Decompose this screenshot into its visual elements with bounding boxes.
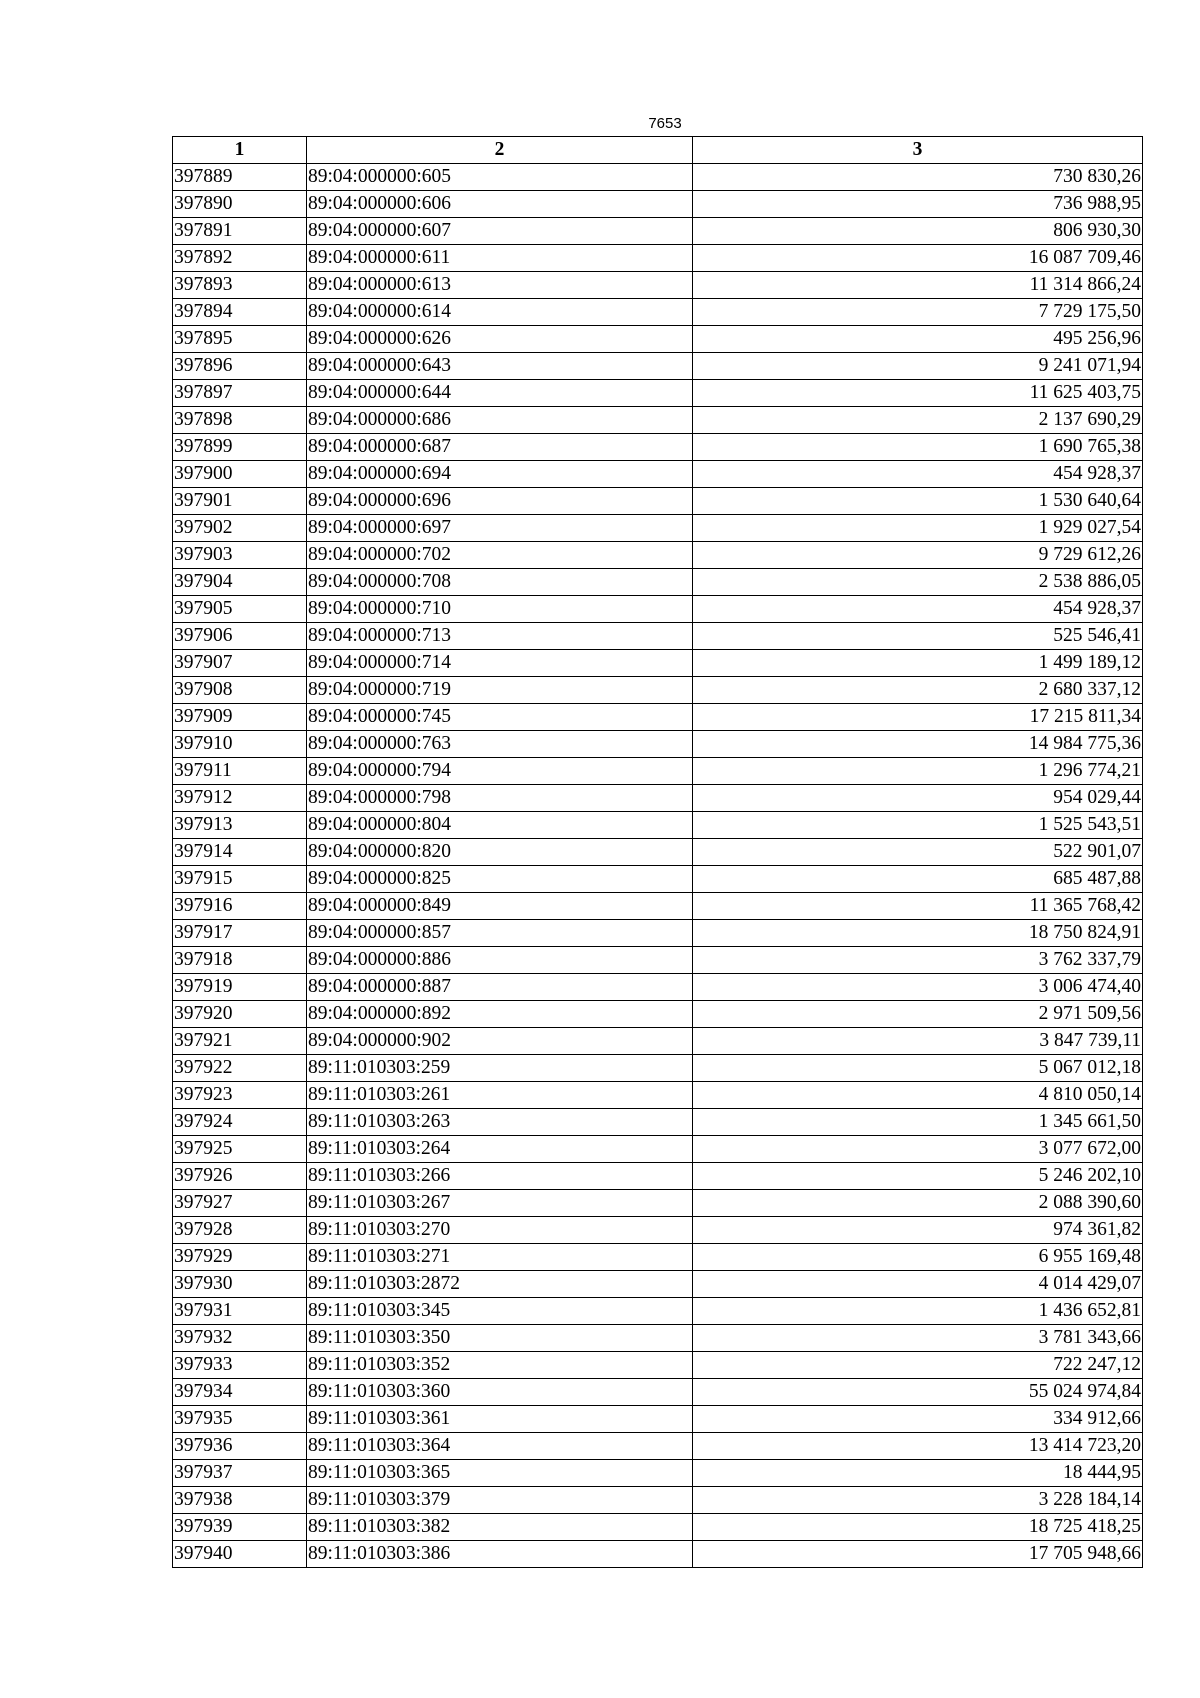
cadastral-number-cell: 89:11:010303:266 [307,1163,693,1190]
cadastral-value-cell: 9 729 612,26 [693,542,1143,569]
table-row [173,1433,1143,1460]
row-number-cell: 397901 [173,488,307,515]
row-number-cell: 397935 [173,1406,307,1433]
row-number-cell: 397890 [173,191,307,218]
row-number-cell: 397907 [173,650,307,677]
cadastral-number-cell: 89:04:000000:644 [307,380,693,407]
cadastral-value-cell: 454 928,37 [693,461,1143,488]
cadastral-value-cell: 3 006 474,40 [693,974,1143,1001]
cadastral-number-cell: 89:11:010303:379 [307,1487,693,1514]
table-row [173,1514,1143,1541]
table-row [173,839,1143,866]
cadastral-value-cell: 7 729 175,50 [693,299,1143,326]
cadastral-value-cell: 1 436 652,81 [693,1298,1143,1325]
cadastral-value-cell: 3 762 337,79 [693,947,1143,974]
row-number-cell: 397894 [173,299,307,326]
row-number-cell: 397936 [173,1433,307,1460]
cadastral-number-cell: 89:11:010303:352 [307,1352,693,1379]
row-number-cell: 397927 [173,1190,307,1217]
table-row [173,1352,1143,1379]
table-row [173,461,1143,488]
column-header-1: 1 [173,137,307,164]
row-number-cell: 397933 [173,1352,307,1379]
table-row [173,758,1143,785]
cadastral-number-cell: 89:11:010303:365 [307,1460,693,1487]
cadastral-value-cell: 1 530 640,64 [693,488,1143,515]
cadastral-value-cell: 1 929 027,54 [693,515,1143,542]
table-row [173,407,1143,434]
cadastral-number-cell: 89:04:000000:849 [307,893,693,920]
cadastral-number-cell: 89:04:000000:820 [307,839,693,866]
table-row [173,920,1143,947]
cadastral-number-cell: 89:11:010303:264 [307,1136,693,1163]
table-row [173,1055,1143,1082]
cadastral-value-cell: 18 725 418,25 [693,1514,1143,1541]
row-number-cell: 397938 [173,1487,307,1514]
cadastral-number-cell: 89:04:000000:697 [307,515,693,542]
cadastral-number-cell: 89:04:000000:886 [307,947,693,974]
row-number-cell: 397934 [173,1379,307,1406]
row-number-cell: 397910 [173,731,307,758]
cadastral-number-cell: 89:04:000000:614 [307,299,693,326]
table-header-row [173,137,1143,164]
cadastral-value-cell: 3 077 672,00 [693,1136,1143,1163]
cadastral-value-cell: 1 296 774,21 [693,758,1143,785]
table-row [173,1379,1143,1406]
row-number-cell: 397905 [173,596,307,623]
cadastral-value-cell: 2 971 509,56 [693,1001,1143,1028]
table-row [173,1298,1143,1325]
cadastral-value-cell: 9 241 071,94 [693,353,1143,380]
row-number-cell: 397940 [173,1541,307,1568]
cadastral-value-cell: 13 414 723,20 [693,1433,1143,1460]
table-row [173,434,1143,461]
cadastral-value-cell: 2 680 337,12 [693,677,1143,704]
cadastral-number-cell: 89:04:000000:714 [307,650,693,677]
row-number-cell: 397923 [173,1082,307,1109]
cadastral-number-cell: 89:11:010303:259 [307,1055,693,1082]
table-row [173,623,1143,650]
cadastral-value-cell: 5 246 202,10 [693,1163,1143,1190]
cadastral-number-cell: 89:11:010303:382 [307,1514,693,1541]
table-row [173,704,1143,731]
table-row [173,515,1143,542]
row-number-cell: 397913 [173,812,307,839]
cadastral-value-cell: 736 988,95 [693,191,1143,218]
table-row [173,947,1143,974]
cadastral-value-cell: 1 499 189,12 [693,650,1143,677]
cadastral-number-cell: 89:04:000000:686 [307,407,693,434]
row-number-cell: 397920 [173,1001,307,1028]
row-number-cell: 397918 [173,947,307,974]
cadastral-value-cell: 1 690 765,38 [693,434,1143,461]
row-number-cell: 397928 [173,1217,307,1244]
cadastral-number-cell: 89:04:000000:745 [307,704,693,731]
cadastral-value-cell: 2 137 690,29 [693,407,1143,434]
cadastral-number-cell: 89:04:000000:605 [307,164,693,191]
table-body [173,164,1143,1568]
cadastral-value-cell: 3 847 739,11 [693,1028,1143,1055]
cadastral-value-cell: 1 525 543,51 [693,812,1143,839]
cadastral-number-cell: 89:11:010303:364 [307,1433,693,1460]
cadastral-number-cell: 89:04:000000:763 [307,731,693,758]
table-row [173,299,1143,326]
table-row [173,1082,1143,1109]
row-number-cell: 397939 [173,1514,307,1541]
cadastral-number-cell: 89:04:000000:606 [307,191,693,218]
cadastral-value-cell: 18 750 824,91 [693,920,1143,947]
cadastral-number-cell: 89:04:000000:719 [307,677,693,704]
row-number-cell: 397930 [173,1271,307,1298]
row-number-cell: 397911 [173,758,307,785]
cadastral-value-cell: 806 930,30 [693,218,1143,245]
table-row [173,785,1143,812]
cadastral-value-cell: 4 014 429,07 [693,1271,1143,1298]
row-number-cell: 397917 [173,920,307,947]
row-number-cell: 397895 [173,326,307,353]
table-row [173,380,1143,407]
cadastral-value-cell: 17 215 811,34 [693,704,1143,731]
cadastral-number-cell: 89:11:010303:267 [307,1190,693,1217]
cadastral-value-cell: 722 247,12 [693,1352,1143,1379]
row-number-cell: 397937 [173,1460,307,1487]
table-row [173,1244,1143,1271]
cadastral-value-cell: 11 365 768,42 [693,893,1143,920]
cadastral-value-cell: 16 087 709,46 [693,245,1143,272]
table-row [173,218,1143,245]
row-number-cell: 397921 [173,1028,307,1055]
cadastral-number-cell: 89:04:000000:902 [307,1028,693,1055]
table-row [173,596,1143,623]
row-number-cell: 397926 [173,1163,307,1190]
table-row [173,164,1143,191]
cadastral-number-cell: 89:04:000000:804 [307,812,693,839]
cadastral-value-cell: 2 088 390,60 [693,1190,1143,1217]
table-row [173,1325,1143,1352]
cadastral-value-cell: 3 228 184,14 [693,1487,1143,1514]
table-row [173,731,1143,758]
table-row [173,326,1143,353]
cadastral-value-cell: 14 984 775,36 [693,731,1143,758]
table-row [173,1487,1143,1514]
cadastral-value-cell: 17 705 948,66 [693,1541,1143,1568]
cadastral-number-cell: 89:11:010303:261 [307,1082,693,1109]
cadastral-value-cell: 6 955 169,48 [693,1244,1143,1271]
row-number-cell: 397914 [173,839,307,866]
cadastral-number-cell: 89:04:000000:708 [307,569,693,596]
row-number-cell: 397903 [173,542,307,569]
table-row [173,542,1143,569]
cadastral-number-cell: 89:04:000000:825 [307,866,693,893]
table-row [173,1136,1143,1163]
cadastral-value-cell: 525 546,41 [693,623,1143,650]
cadastral-value-cell: 974 361,82 [693,1217,1143,1244]
table-row [173,1001,1143,1028]
row-number-cell: 397922 [173,1055,307,1082]
row-number-cell: 397900 [173,461,307,488]
row-number-cell: 397915 [173,866,307,893]
cadastral-value-cell: 5 067 012,18 [693,1055,1143,1082]
row-number-cell: 397893 [173,272,307,299]
table-row [173,1109,1143,1136]
table-row [173,866,1143,893]
cadastral-value-cell: 11 625 403,75 [693,380,1143,407]
cadastral-number-cell: 89:11:010303:271 [307,1244,693,1271]
cadastral-value-cell: 2 538 886,05 [693,569,1143,596]
cadastral-value-cell: 685 487,88 [693,866,1143,893]
table-row [173,677,1143,704]
cadastral-number-cell: 89:04:000000:611 [307,245,693,272]
table-row [173,1190,1143,1217]
row-number-cell: 397925 [173,1136,307,1163]
row-number-cell: 397929 [173,1244,307,1271]
table-row [173,1460,1143,1487]
cadastral-value-table [172,136,1143,1568]
table-row [173,569,1143,596]
cadastral-number-cell: 89:04:000000:626 [307,326,693,353]
row-number-cell: 397906 [173,623,307,650]
cadastral-value-cell: 1 345 661,50 [693,1109,1143,1136]
table-row [173,272,1143,299]
cadastral-number-cell: 89:04:000000:794 [307,758,693,785]
column-header-2: 2 [307,137,693,164]
row-number-cell: 397919 [173,974,307,1001]
table-row [173,353,1143,380]
cadastral-value-cell: 4 810 050,14 [693,1082,1143,1109]
table-row [173,1217,1143,1244]
cadastral-number-cell: 89:04:000000:607 [307,218,693,245]
cadastral-value-cell: 954 029,44 [693,785,1143,812]
row-number-cell: 397909 [173,704,307,731]
cadastral-number-cell: 89:04:000000:798 [307,785,693,812]
cadastral-number-cell: 89:04:000000:694 [307,461,693,488]
cadastral-value-cell: 730 830,26 [693,164,1143,191]
row-number-cell: 397902 [173,515,307,542]
row-number-cell: 397932 [173,1325,307,1352]
cadastral-number-cell: 89:04:000000:713 [307,623,693,650]
table-row [173,650,1143,677]
table-row [173,812,1143,839]
table-row [173,974,1143,1001]
row-number-cell: 397898 [173,407,307,434]
row-number-cell: 397931 [173,1298,307,1325]
table-row [173,1163,1143,1190]
cadastral-number-cell: 89:11:010303:361 [307,1406,693,1433]
row-number-cell: 397904 [173,569,307,596]
row-number-cell: 397897 [173,380,307,407]
cadastral-value-cell: 55 024 974,84 [693,1379,1143,1406]
cadastral-number-cell: 89:04:000000:892 [307,1001,693,1028]
table-row [173,893,1143,920]
table-row [173,1028,1143,1055]
cadastral-number-cell: 89:04:000000:613 [307,272,693,299]
cadastral-number-cell: 89:11:010303:270 [307,1217,693,1244]
cadastral-value-cell: 11 314 866,24 [693,272,1143,299]
table-row [173,191,1143,218]
cadastral-number-cell: 89:04:000000:887 [307,974,693,1001]
table-row [173,245,1143,272]
cadastral-number-cell: 89:11:010303:263 [307,1109,693,1136]
cadastral-value-cell: 334 912,66 [693,1406,1143,1433]
row-number-cell: 397908 [173,677,307,704]
cadastral-number-cell: 89:04:000000:687 [307,434,693,461]
cadastral-value-cell: 495 256,96 [693,326,1143,353]
row-number-cell: 397891 [173,218,307,245]
row-number-cell: 397889 [173,164,307,191]
row-number-cell: 397916 [173,893,307,920]
cadastral-number-cell: 89:11:010303:350 [307,1325,693,1352]
row-number-cell: 397892 [173,245,307,272]
row-number-cell: 397896 [173,353,307,380]
cadastral-number-cell: 89:11:010303:360 [307,1379,693,1406]
page-number: 7653 [648,115,682,132]
row-number-cell: 397912 [173,785,307,812]
table-row [173,1271,1143,1298]
cadastral-number-cell: 89:04:000000:702 [307,542,693,569]
cadastral-number-cell: 89:04:000000:643 [307,353,693,380]
cadastral-value-cell: 3 781 343,66 [693,1325,1143,1352]
table-row [173,1406,1143,1433]
table-row [173,1541,1143,1568]
column-header-3: 3 [693,137,1143,164]
table-row [173,488,1143,515]
cadastral-number-cell: 89:11:010303:345 [307,1298,693,1325]
cadastral-number-cell: 89:11:010303:386 [307,1541,693,1568]
cadastral-number-cell: 89:04:000000:710 [307,596,693,623]
cadastral-number-cell: 89:04:000000:857 [307,920,693,947]
cadastral-number-cell: 89:04:000000:696 [307,488,693,515]
cadastral-number-cell: 89:11:010303:2872 [307,1271,693,1298]
cadastral-value-cell: 18 444,95 [693,1460,1143,1487]
row-number-cell: 397899 [173,434,307,461]
cadastral-value-cell: 522 901,07 [693,839,1143,866]
row-number-cell: 397924 [173,1109,307,1136]
cadastral-value-cell: 454 928,37 [693,596,1143,623]
